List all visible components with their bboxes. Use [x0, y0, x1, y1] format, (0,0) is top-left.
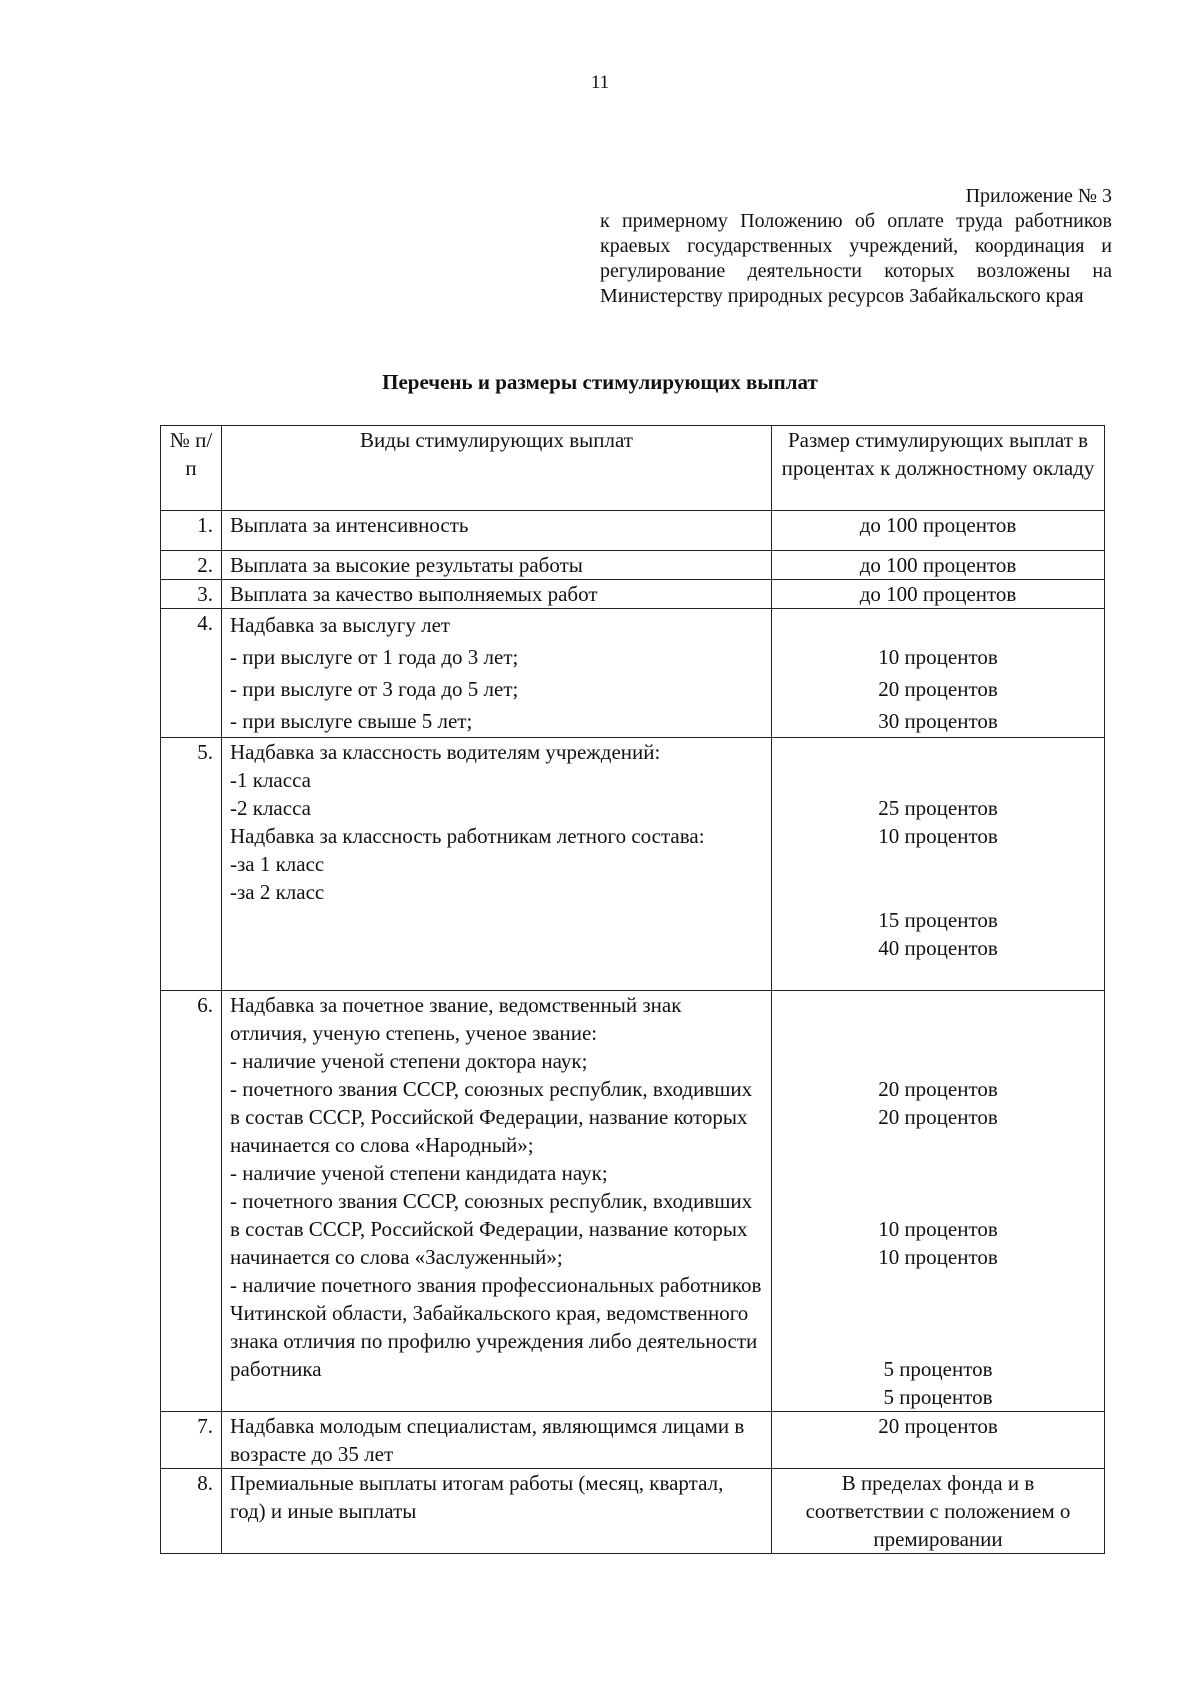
header-type: Виды стимулирующих выплат: [222, 426, 772, 511]
row-size-line: 25 процентов: [878, 796, 998, 820]
row-type-line: Надбавка за выслугу лет: [230, 613, 451, 637]
row-size-line: до 100 процентов: [859, 513, 1017, 537]
table-row: [161, 738, 1105, 991]
row-size-spacer: [780, 1131, 1096, 1187]
row-size: [772, 738, 1105, 991]
table-row: [161, 551, 1105, 580]
row-type: [222, 738, 772, 991]
row-type-line: - почетного звания СССР, союзных республик, входивших в состав СССР, Российской Федерации, название которых начинается со слова «Народный»;: [230, 1077, 753, 1157]
payments-table: [160, 425, 1105, 1554]
row-num: 5.: [161, 738, 222, 991]
row-num: 4.: [161, 609, 222, 738]
row-type-line: - почетного звания СССР, союзных республик, входивших в состав СССР, Российской Федерации, название которых начинается со слова «Заслуженный»;: [230, 1189, 753, 1269]
appendix-note: [600, 184, 1112, 309]
row-type-line: -за 1 класс: [230, 852, 325, 876]
row-type-line: Надбавка за почетное звание, ведомственный знак отличия, ученую степень, ученое звание:: [230, 993, 682, 1045]
row-type-line: - при выслуге от 3 года до 5 лет;: [230, 677, 519, 701]
row-type-line: Выплата за качество выполняемых работ: [230, 582, 598, 606]
row-size: [772, 551, 1105, 580]
row-num: 2.: [161, 551, 222, 580]
row-size-line: 5 процентов: [883, 1357, 993, 1381]
row-type-line: Надбавка за классность водителям учреждений:: [230, 740, 661, 764]
row-size-line: В пределах фонда и в соответствии с положением о премировании: [805, 1471, 1071, 1551]
row-size-line: 10 процентов: [878, 1245, 998, 1269]
row-size-spacer: [780, 1327, 1096, 1355]
row-num: 1.: [161, 511, 222, 551]
row-size-spacer: [780, 1047, 1096, 1075]
appendix-title: Приложение № 3: [965, 185, 1112, 207]
row-size-line: 20 процентов: [878, 677, 998, 701]
table-row: [161, 991, 1105, 1412]
row-size: [772, 1469, 1105, 1554]
row-type-line: - при выслуге свыше 5 лет;: [230, 709, 473, 733]
header-num: № п/п: [161, 426, 222, 511]
document-title: Перечень и размеры стимулирующих выплат: [382, 370, 818, 394]
row-type-line: Надбавка молодым специалистам, являющимся лицами в возрасте до 35 лет: [230, 1414, 745, 1466]
table-row: [161, 1469, 1105, 1554]
row-num: 8.: [161, 1469, 222, 1554]
row-size-line: 20 процентов: [878, 1077, 998, 1101]
row-type-line: - наличие ученой степени доктора наук;: [230, 1049, 588, 1073]
row-size: [772, 991, 1105, 1412]
row-size-line: 15 процентов: [878, 908, 998, 932]
row-type-line: Надбавка за классность работникам летного состава:: [230, 824, 705, 848]
row-size-spacer: [780, 850, 1096, 906]
table-row: [161, 511, 1105, 551]
row-type-line: Выплата за высокие результаты работы: [230, 553, 583, 577]
row-num: 6.: [161, 991, 222, 1412]
row-size-spacer: [780, 1187, 1096, 1215]
row-type: [222, 1412, 772, 1469]
row-type-line: -2 класса: [230, 796, 311, 820]
row-type-line: Премиальные выплаты итогам работы (месяц, квартал, год) и иные выплаты: [230, 1471, 724, 1523]
row-type: [222, 991, 772, 1412]
table-row: [161, 580, 1105, 609]
row-size-line: до 100 процентов: [859, 553, 1017, 577]
row-num: 7.: [161, 1412, 222, 1469]
row-size: [772, 1412, 1105, 1469]
row-size-line: 30 процентов: [878, 709, 998, 733]
table-header-row: [161, 426, 1105, 511]
row-size-line: 10 процентов: [878, 1217, 998, 1241]
header-size: Размер стимулирующих выплат в процентах к должностному окладу: [772, 426, 1105, 511]
row-size-line: 20 процентов: [878, 1414, 998, 1438]
row-type-line: - наличие ученой степени кандидата наук;: [230, 1161, 608, 1185]
row-type-line: - наличие почетного звания профессиональных работников Читинской области, Забайкальского края, ведомственного знака отличия по профилю учреждения либо деятельности работника: [230, 1273, 762, 1381]
row-size: [772, 580, 1105, 609]
row-size-spacer: [780, 738, 1096, 794]
row-type-line: -1 класса: [230, 768, 311, 792]
table-row: [161, 609, 1105, 738]
row-type-line: Выплата за интенсивность: [230, 513, 469, 537]
row-size-line: 20 процентов: [878, 1105, 998, 1129]
appendix-body: к примерному Положению об оплате труда работников краевых государственных учреждений, координация и регулирование деятельности которых возложены на Министерству природных ресурсов Забайкальского края: [600, 210, 1112, 307]
page-number: 11: [590, 72, 610, 93]
row-size-line: 10 процентов: [878, 824, 998, 848]
row-type: [222, 1469, 772, 1554]
row-type: [222, 580, 772, 609]
row-num: 3.: [161, 580, 222, 609]
row-size: [772, 511, 1105, 551]
row-size-spacer: [780, 991, 1096, 1047]
row-size-spacer: [780, 1271, 1096, 1327]
row-type-line: - при выслуге от 1 года до 3 лет;: [230, 645, 519, 669]
row-size-line: 5 процентов: [883, 1385, 993, 1409]
row-size-line: 10 процентов: [878, 645, 998, 669]
row-size-spacer: [780, 609, 1096, 641]
row-size-line: до 100 процентов: [859, 582, 1017, 606]
row-type: [222, 551, 772, 580]
row-type: [222, 609, 772, 738]
row-type-line: -за 2 класс: [230, 880, 325, 904]
table-row: [161, 1412, 1105, 1469]
row-size-line: 40 процентов: [878, 936, 998, 960]
row-size: [772, 609, 1105, 738]
row-type: [222, 511, 772, 551]
